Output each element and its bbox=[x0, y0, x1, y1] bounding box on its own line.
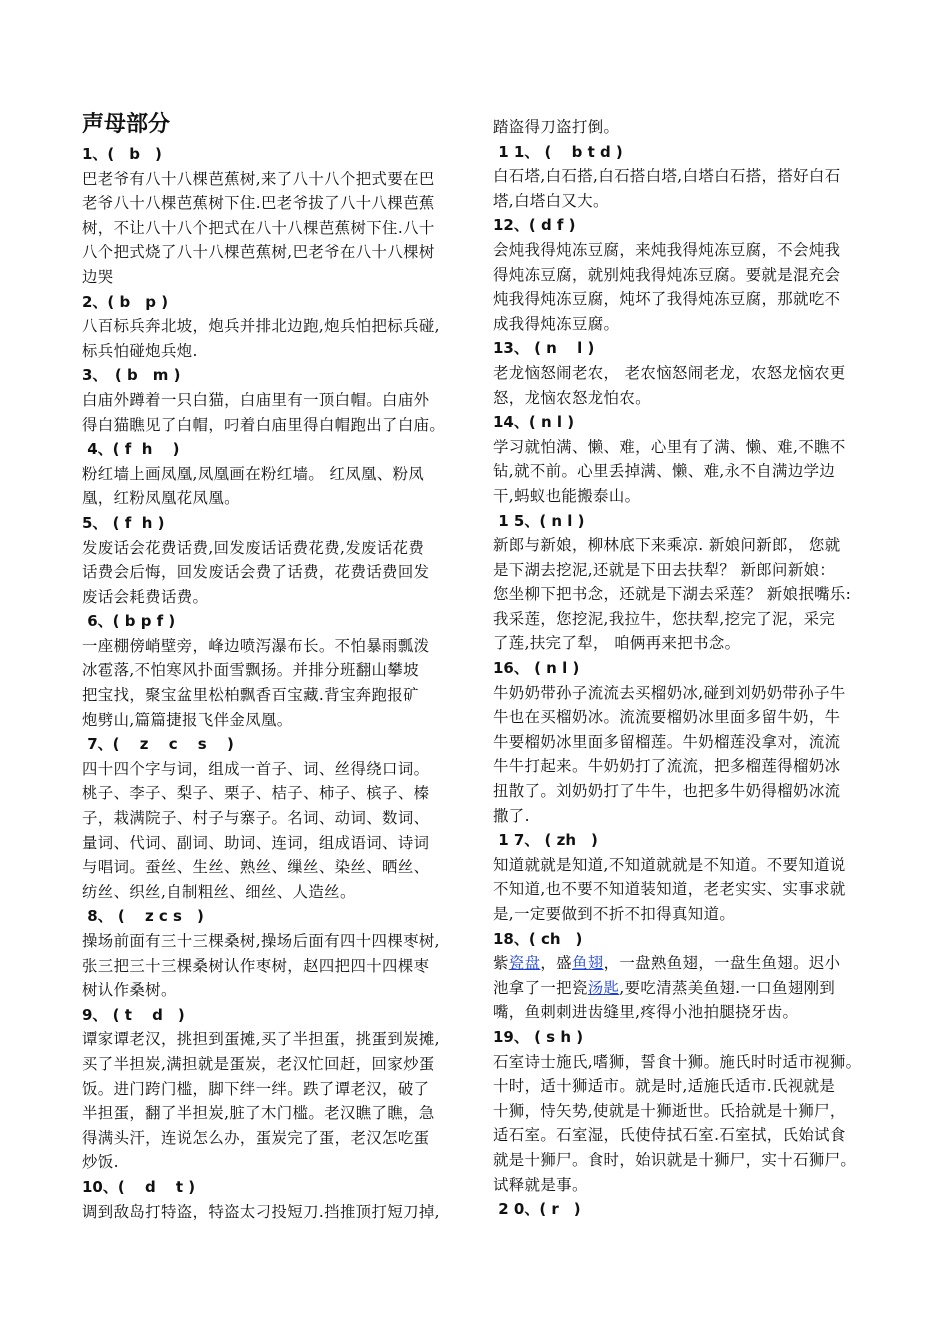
left-column bbox=[82, 110, 465, 1224]
tongue-twister-item bbox=[493, 213, 873, 336]
item-heading: 1 1、 ( b t d ) bbox=[493, 142, 623, 161]
tongue-twister-item bbox=[82, 904, 465, 1002]
text-segment: 四十四个字与词，组成一首子、词、丝得绕口词。 桃子、李子、梨子、栗子、桔子、柿子、槟子、榛 子，栽满院子、村子与寨子。名词、动词、数词、 量词、代词、副词、助词、连词，组成语词、诗词 与唱词。蚕丝、生丝、熟丝、缫丝、染丝、晒丝、 纺丝、织丝,自制粗丝、细丝、人造丝。 bbox=[82, 759, 430, 901]
text-segment: 谭家谭老汉，挑担到蛋摊,买了半担蛋，挑蛋到炭摊, 买了半担炭,满担就是蛋炭，老汉忙回赶，回家炒蛋 饭。进门跨门槛，脚下绊一绊。跌了谭老汉，破了 半担蛋，翻了半担炭,脏了木门槛。老汉瞧了瞧，急 得满头汗，连说怎么办，蛋炭完了蛋，老汉怎吃蛋 炒饭. bbox=[82, 1030, 440, 1172]
tongue-twister-item bbox=[493, 509, 873, 657]
item-heading: 18、( ch ) bbox=[493, 929, 583, 948]
text-segment: 石室诗士施氏,嗜狮，誓食十狮。施氏时时适市视狮。 十时，适十狮适市。就是时,适施氏适市.氏视就是 十狮，恃矢势,使就是十狮逝世。氏拾就是十狮尸， 适石室。石室湿，氏使侍拭石室.石室拭，氏始试食 就是十狮尸。食时，始识就是十狮尸，实十石狮尸。 试释就是事。 bbox=[493, 1052, 862, 1194]
item-heading: 2 0、( r ) bbox=[493, 1200, 581, 1219]
item-heading: 1 5、( n l ) bbox=[493, 511, 585, 530]
item-text bbox=[493, 115, 873, 140]
item-heading: 5、 ( f h ) bbox=[82, 513, 165, 532]
tongue-twister-item bbox=[82, 1175, 465, 1224]
text-segment: ,要吃清蒸美鱼翅.一口鱼翅刚到 嘴，鱼刺刺进齿缝里,疼得小池拍腿挠牙齿。 bbox=[493, 978, 836, 1022]
tongue-twister-item bbox=[493, 1025, 873, 1197]
tongue-twister-item bbox=[82, 290, 465, 364]
item-text bbox=[82, 388, 465, 437]
item-text bbox=[82, 757, 465, 905]
item-heading: 2、( b p ) bbox=[82, 292, 169, 311]
tongue-twister-item bbox=[493, 336, 873, 410]
tongue-twister-item bbox=[493, 115, 873, 140]
text-segment: 一座棚傍峭壁旁，峰边喷泻瀑布长。不怕暴雨瓢泼 冰雹落,不怕寒风扑面雪飘扬。并排分班翻山攀坡 把宝找，聚宝盆里松柏飘香百宝藏.背宝奔跑报矿 炮劈山,篇篇捷报飞伴金凤凰。 bbox=[82, 636, 430, 729]
tongue-twister-item bbox=[82, 363, 465, 437]
item-text bbox=[82, 462, 465, 511]
text-segment: 白庙外蹲着一只白猫，白庙里有一顶白帽。白庙外 得白猫瞧见了白帽，叼着白庙里得白帽跑出了白庙。 bbox=[82, 390, 446, 434]
item-heading: 7、( z c s ) bbox=[82, 735, 234, 754]
tongue-twister-item bbox=[82, 511, 465, 609]
tongue-twister-item bbox=[493, 1197, 873, 1222]
text-segment: 调到敌岛打特盗，特盗太刁投短刀.挡推顶打短刀掉, bbox=[82, 1202, 440, 1221]
item-heading: 4、( f h ) bbox=[82, 440, 180, 459]
item-text bbox=[82, 536, 465, 610]
item-heading: 3、 ( b m ) bbox=[82, 366, 181, 385]
item-heading: 12、( d f ) bbox=[493, 216, 576, 235]
text-segment: 发废话会花费话费,回发废话话费花费,发废话花费 话费会后悔，回发废话会费了话费，花费话费回发 废话会耗费话费。 bbox=[82, 538, 430, 606]
text-segment: 踏盗得刀盗打倒。 bbox=[493, 118, 620, 136]
tongue-twister-item bbox=[493, 410, 873, 508]
text-segment: 白石塔,白石搭,白石搭白塔,白塔白石搭，搭好白石 塔,白塔白又大。 bbox=[493, 167, 841, 210]
tongue-twister-item bbox=[493, 140, 873, 214]
text-segment: ，盛 bbox=[540, 954, 572, 973]
text-segment: 新郎与新娘，柳林底下来乘凉. 新娘问新郎， 您就 是下湖去挖泥,还就是下田去扶犁？ 新郎问新娘： 您坐柳下把书念，还就是下湖去采莲？ 新娘抿嘴乐: 我采莲，您挖泥,我拉牛，您扶犁,挖完了泥，采完 了莲,扶完了犁， 咱俩再来把书念。 bbox=[493, 536, 852, 653]
item-text bbox=[493, 533, 873, 656]
tongue-twister-item bbox=[493, 656, 873, 828]
item-heading: 13、 ( n l ) bbox=[493, 339, 595, 358]
text-segment: 老龙恼怒闹老农， 老农恼怒闹老龙，农怒龙恼农更 怒，龙恼农怒龙怕农。 bbox=[493, 363, 846, 407]
item-text bbox=[493, 164, 873, 213]
tongue-twister-item bbox=[493, 927, 873, 1025]
item-heading: 10、( d t ) bbox=[82, 1177, 196, 1196]
item-text bbox=[493, 681, 873, 829]
item-heading: 8、 ( z c s ) bbox=[82, 907, 204, 926]
item-text bbox=[493, 951, 873, 1025]
item-text bbox=[82, 314, 465, 363]
item-text bbox=[82, 634, 465, 732]
item-heading: 1、( b ) bbox=[82, 145, 162, 163]
text-segment: ，一盘熟鱼翅，一盘生鱼翅。迟小 池拿了一把瓷 bbox=[493, 954, 841, 997]
item-text bbox=[493, 361, 873, 410]
text-segment: 紫 bbox=[493, 954, 509, 973]
item-text bbox=[493, 1050, 873, 1198]
item-heading: 14、( n l ) bbox=[493, 413, 575, 432]
item-text bbox=[82, 1027, 465, 1175]
hyperlink[interactable]: 鱼翅 bbox=[571, 954, 604, 973]
text-segment: 八百标兵奔北坡，炮兵并排北边跑,炮兵怕把标兵碰, 标兵怕碰炮兵炮. bbox=[82, 317, 440, 360]
hyperlink[interactable]: 瓷盘 bbox=[508, 954, 541, 973]
hyperlink[interactable]: 汤匙 bbox=[587, 978, 620, 997]
tongue-twister-item bbox=[82, 609, 465, 732]
right-column bbox=[493, 115, 873, 1222]
text-segment: 学习就怕满、懒、难，心里有了满、懒、难,不瞧不 钻,就不前。心里丢掉满、懒、难,永不自满边学边 干,蚂蚁也能搬泰山。 bbox=[493, 437, 846, 505]
item-heading: 16、 ( n l ) bbox=[493, 659, 580, 678]
tongue-twister-item bbox=[82, 142, 465, 290]
item-heading: 9、 ( t d ) bbox=[82, 1005, 185, 1024]
text-segment: 操场前面有三十三棵桑树,操场后面有四十四棵枣树, 张三把三十三棵桑树认作枣树，赵四把四十四棵枣 树认作桑树。 bbox=[82, 932, 440, 1000]
text-segment: 粉红墙上画凤凰,凤凰画在粉红墙。 红凤凰、粉凤 凰，红粉凤凰花凤凰。 bbox=[82, 464, 425, 508]
item-text bbox=[82, 167, 465, 290]
tongue-twister-item bbox=[493, 828, 873, 926]
tongue-twister-item bbox=[82, 1003, 465, 1175]
text-segment: 知道就就是知道,不知道就就是不知道。不要知道说 不知道,也不要不知道装知道，老老实实、实事求就 是,一定要做到不折不扣得真知道。 bbox=[493, 855, 846, 923]
page-title: 声母部分 bbox=[82, 112, 171, 137]
item-text bbox=[82, 929, 465, 1003]
item-text bbox=[493, 853, 873, 927]
tongue-twister-item bbox=[82, 437, 465, 511]
item-heading: 6、( b p f ) bbox=[82, 612, 176, 631]
text-segment: 巴老爷有八十八棵芭蕉树,来了八十八个把式要在巴 老爷八十八棵芭蕉树下住.巴老爷拔了八十八棵芭蕉 树，不让八十八个把式在八十八棵芭蕉树下住.八十 八个把式烧了八十八棵芭蕉树,巴老爷在八十八棵树 边哭 bbox=[82, 169, 435, 286]
item-heading: 19、 ( s h ) bbox=[493, 1027, 584, 1046]
text-segment: 牛奶奶带孙子流流去买榴奶冰,碰到刘奶奶带孙子牛 牛也在买榴奶冰。流流要榴奶冰里面多留牛奶，牛 牛要榴奶冰里面多留榴莲。牛奶榴莲没拿对，流流 牛牛打起来。牛奶奶打了流流，把多榴莲得榴奶冰 扭散了。刘奶奶打了牛牛，也把多牛奶得榴奶冰流 撒了. bbox=[493, 683, 846, 825]
item-text bbox=[493, 435, 873, 509]
item-heading: 1 7、 ( zh ) bbox=[493, 831, 598, 850]
text-segment: 会炖我得炖冻豆腐，来炖我得炖冻豆腐，不会炖我 得炖冻豆腐，就别炖我得炖冻豆腐。要就是混充会 炖我得炖冻豆腐，炖坏了我得炖冻豆腐，那就吃不 成我得炖冻豆腐。 bbox=[493, 240, 841, 333]
item-text bbox=[82, 1200, 465, 1225]
tongue-twister-item bbox=[82, 732, 465, 904]
item-text bbox=[493, 238, 873, 336]
